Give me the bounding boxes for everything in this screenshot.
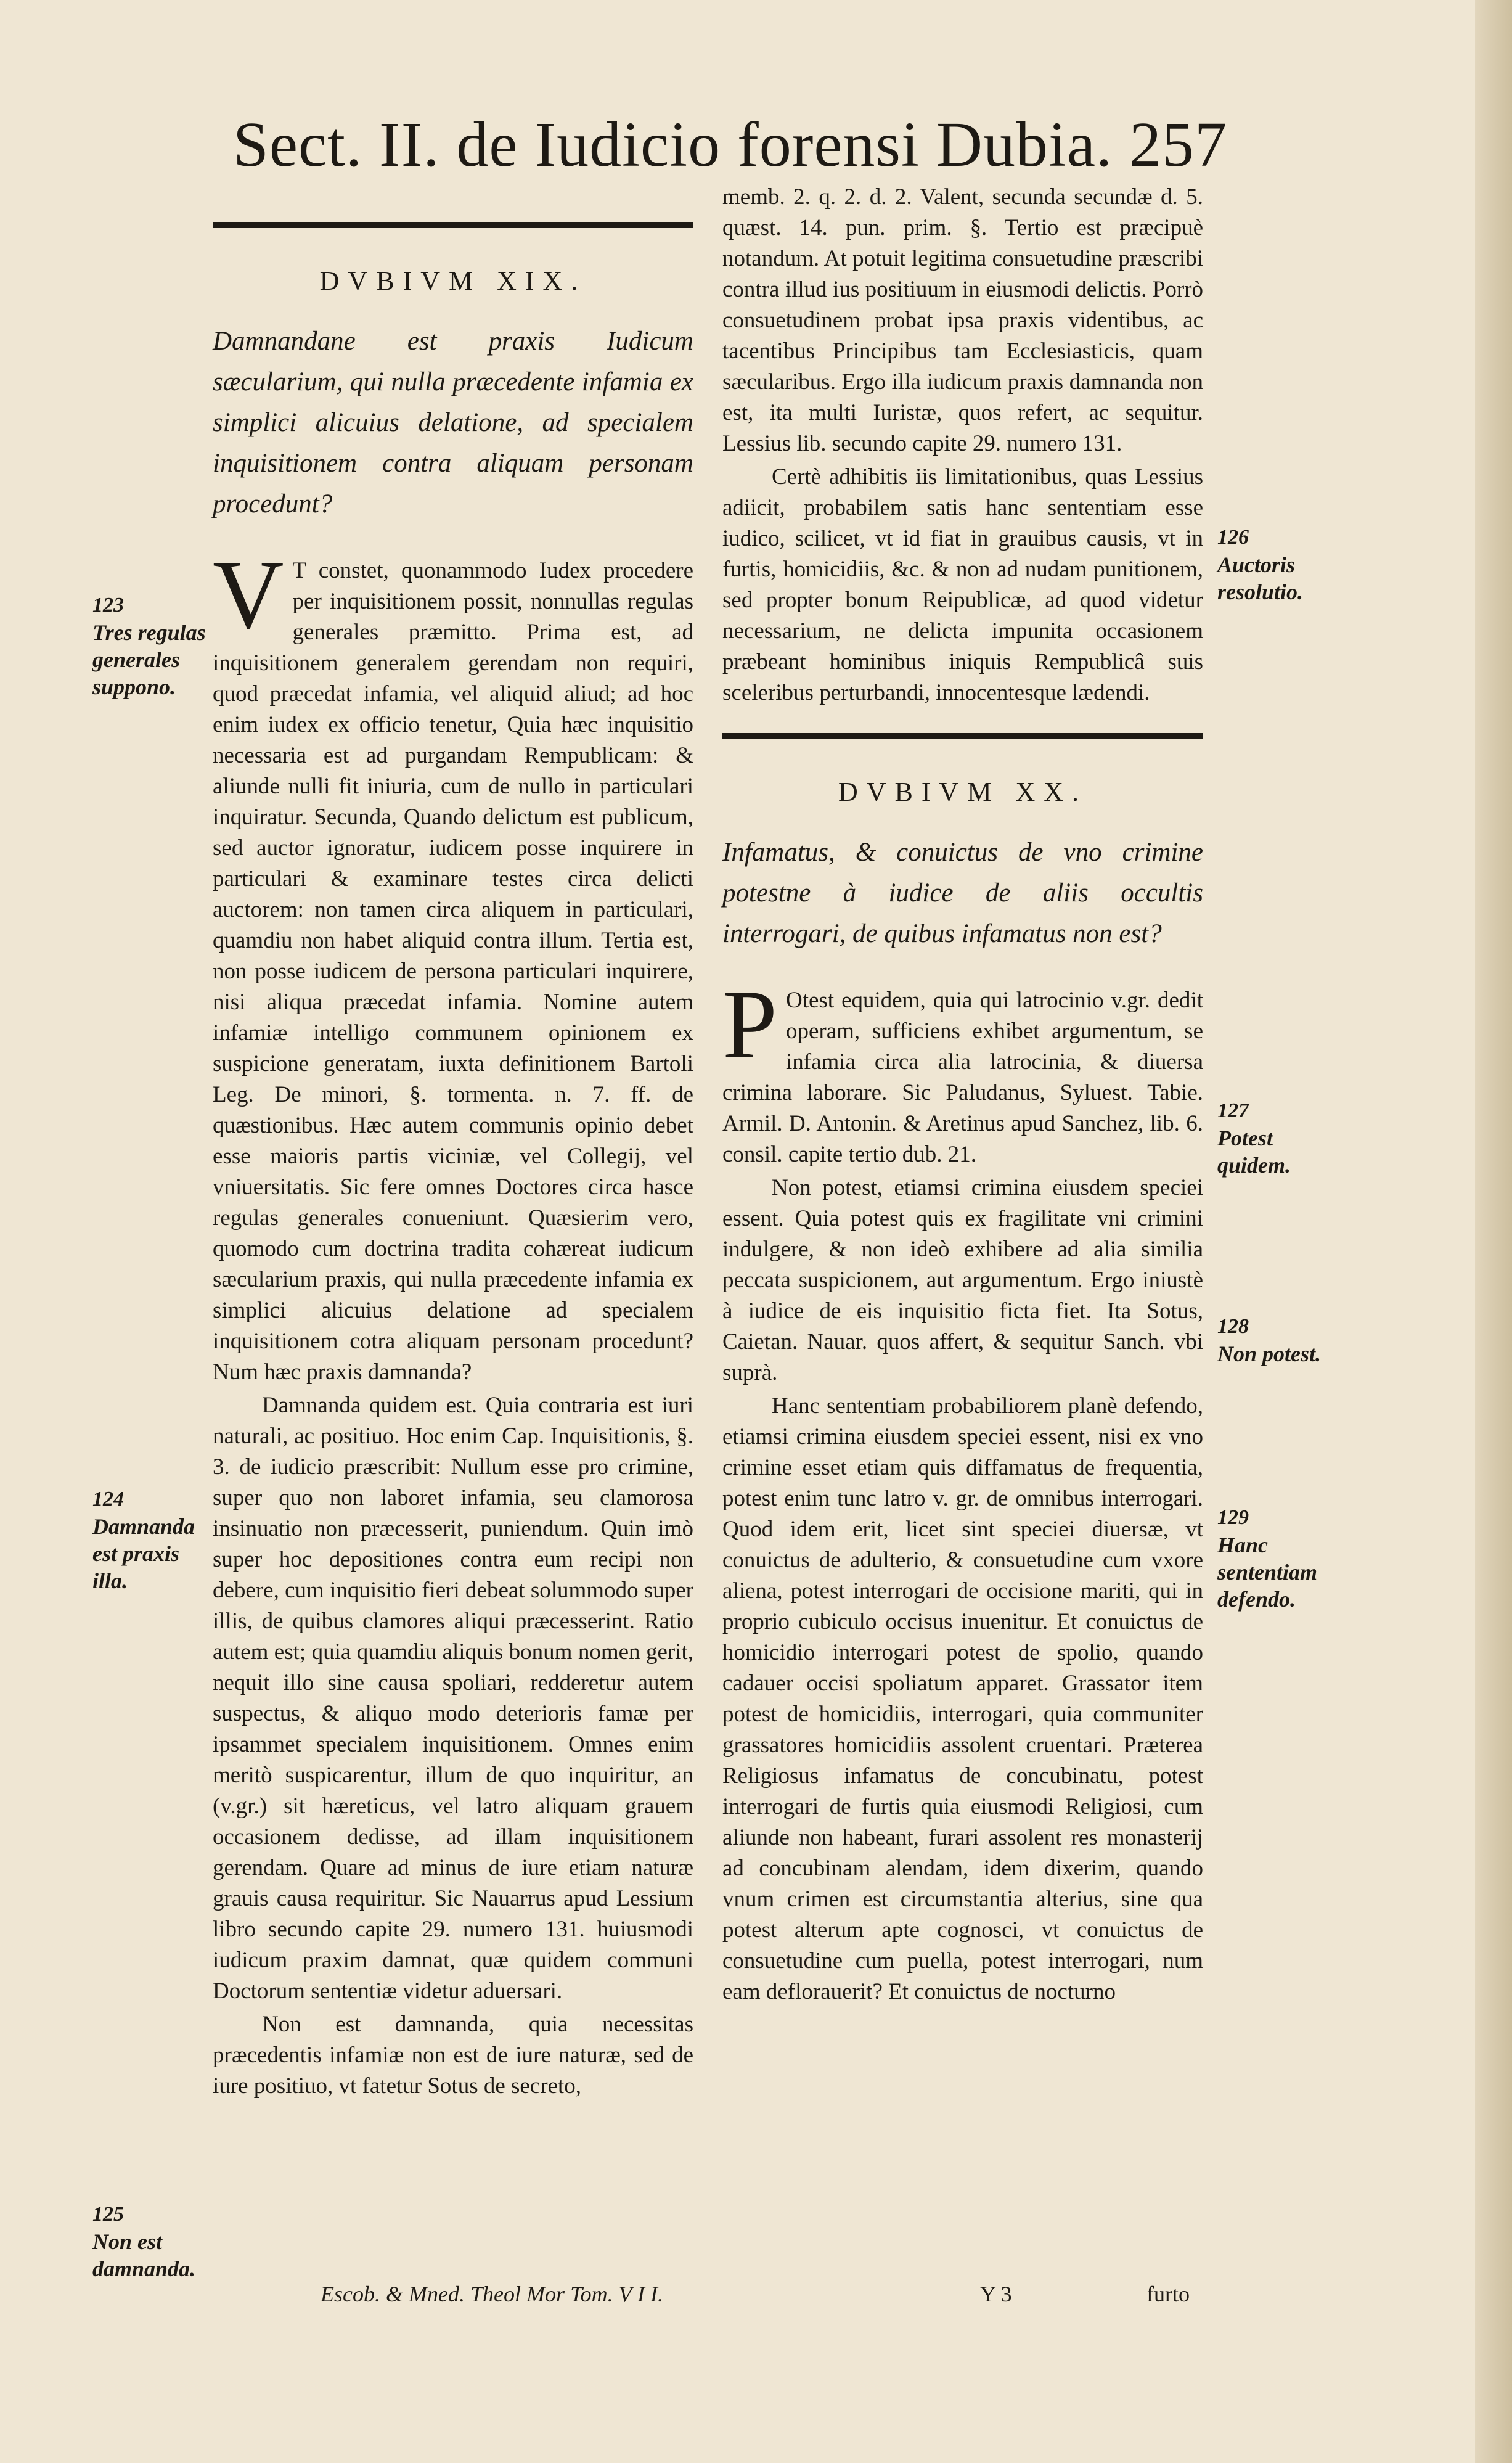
dubium-20-question: Infamatus, & conuictus de vno crimine potestne à iudice de aliis occultis interrogari, de quibus infamatus non est? xyxy=(722,838,1203,948)
margin-note-127 xyxy=(1217,1097,1334,1179)
margin-note-125-number: 125 xyxy=(92,2203,124,2226)
right-column xyxy=(722,182,1203,2010)
margin-note-126 xyxy=(1217,524,1334,605)
running-head-title: Sect. II. de Iudicio forensi Dubia. xyxy=(233,109,1113,180)
margin-note-123-text: Tres regulas generales suppono. xyxy=(92,620,206,699)
footer-left: Escob. & Mned. Theol Mor Tom. V I I. xyxy=(321,2282,663,2306)
running-head xyxy=(233,105,1228,185)
certe-para: Certè adhibitis iis limitationibus, quas Lessius adiicit, probabilem satis hanc sententiam esse iudico, scilicet, vt id fiat in grauibus causis, vt in furtis, homicidiis, &c. & non ad nudam punitionem, sed propter bonum Reipublicæ, ad quod videtur necessarium, ne delicta impunita occasionem præbeant hominibus iniquis Rempublicâ suis sceleribus perturbandi, innocentesque lædendi. xyxy=(722,464,1203,705)
margin-note-128-text: Non potest. xyxy=(1217,1342,1322,1366)
page-edge xyxy=(1475,0,1512,2463)
margin-note-124-text: Damnanda est praxis illa. xyxy=(92,1514,195,1593)
margin-note-126-text: Auctoris resolutio. xyxy=(1217,552,1304,604)
margin-note-123 xyxy=(92,592,210,700)
dubium-19-title: DVBIVM XIX. xyxy=(319,266,587,296)
dubium-19-para-1 xyxy=(213,539,693,1388)
margin-note-127-number: 127 xyxy=(1217,1099,1249,1122)
margin-note-129-text: Hanc sententiam defendo. xyxy=(1217,1533,1318,1612)
margin-note-125-text: Non est damnanda. xyxy=(92,2229,196,2281)
margin-note-124 xyxy=(92,1486,210,1594)
dubium-19-para-2: Damnanda quidem est. Quia contraria est iuri naturali, ac positiuo. Hoc enim Cap. Inquisitionis, §. 3. de iudicio præscribit: Nullum esse pro crimine, super quo non laboret infamia, seu clamorosa insinuatio non præcesserit, puniendum. Quin imò super hoc depositiones contra eum recipi non debere, cum inquisitio fieri debeat solummodo super illis, de quibus clamores aliqui præcesserint. Ratio autem est; quia quamdiu aliquis bonum nomen gerit, nequit illo sine causa spoliari, redderetur autem suspectus, & aliquo modo deterioris famæ per ipsammet specialem inquisitionem. Omnes enim meritò suspicarentur, illum de quo inquiritur, an (v.gr.) sit hæreticus, vel latro aliquam grauem occasionem dedisse, ad illam inquisitionem gerendam. Quare ad minus de iure etiam naturæ grauis causa requiritur. Sic Nauarrus apud Lessium libro secundo capite 29. numero 131. huiusmodi iudicum praxim damnat, quæ quidem communi Doctorum sententiæ videtur aduersari. xyxy=(213,1393,693,2004)
margin-note-125 xyxy=(92,2201,210,2282)
dubium-20-para-2: Non potest, etiamsi crimina eiusdem speciei essent. Quia potest quis ex fragilitate vni crimini indulgere, & non ideò exhibere ad alia similia peccata suspicionem, aut argumentum. Ergo iniustè à iudice de eis inquisitio ficta fiet. Ita Sotus, Caietan. Nauar. quos affert, & sequitur Sanch. vbi suprà. xyxy=(722,1175,1203,1385)
margin-note-127-text: Potest quidem. xyxy=(1217,1126,1291,1178)
signature-mark: Y 3 xyxy=(980,2282,1012,2306)
dubium-19-para-1-text: T constet, quonammodo Iudex procedere per inquisitionem possit, nonnullas regulas generales præmitto. Prima est, ad inquisitionem generalem gerendam non requiri, quod præcedat infamia, vel aliquid aliud; ad hoc enim iudex ex officio tenetur, Quia hæc inquisitio necessaria est ad purgandam Rempublicam: & aliunde nulli fit iniuria, cum de nullo in particulari inquiratur. Secunda, Quando delictum est publicum, sed auctor ignoratur, iudicem posse inquirere in particulari & examinare testes circa delicti auctorem: non tamen circa aliquem in particulari, quamdiu non habet aliquid contra illum. Tertia est, non posse iudicem de persona particulari inquirere, nisi aliqua præcedat infamia. Nomine autem infamiæ intelligo communem opinionem ex suspicione generatam, iuxta definitionem Bartoli Leg. De minori, §. tormenta. n. 7. ff. de quæstionibus. Hæc autem communis opinio debet esse maioris partis viciniæ, vel Collegij, vel vniuersitatis. Sic fere omnes Doctores circa hasce regulas generales conueniunt. Quæsierim vero, quomodo cum doctrina tradita cohæreat iudicum sæcularium praxis, qui nulla præcedente infamia ex simplici alicuius delatione ad specialem inquisitionem cotra aliquam personam procedunt? Num hæc praxis damnanda? xyxy=(213,558,693,1385)
margin-note-123-number: 123 xyxy=(92,594,124,617)
margin-note-124-number: 124 xyxy=(92,1488,124,1510)
dropcap-v: V xyxy=(213,539,284,649)
dubium-19-para-3: Non est damnanda, quia necessitas præcedentis infamiæ non est de iure naturæ, sed de iure positiuo, vt fatetur Sotus de secreto, xyxy=(213,2012,693,2099)
section-rule xyxy=(722,733,1203,739)
dropcap-p: P xyxy=(722,969,777,1079)
catchword: furto xyxy=(1146,2282,1190,2306)
dubium-20-title: DVBIVM XX. xyxy=(838,777,1087,807)
left-column xyxy=(213,222,693,2104)
dubium-20-para-3: Hanc sententiam probabiliorem planè defendo, etiamsi crimina eiusdem speciei essent, nisi ex vno crimine esset etiam quis diffamatus de frequentia, potest enim tunc latro v. gr. de omnibus interrogari. Quod idem erit, licet sint speciei diuersæ, vt conuictus de adulterio, & consuetudine cum vxore aliena, potest interrogari de occisione mariti, qui in proprio cubiculo occisus inuenitur. Et conuictus de homicidio interrogari potest de spolio, quando cadauer occisi spoliatum apparet. Grassator item potest de homicidiis, interrogari, quia communiter grassatores homicidiis assolent cruentari. Præterea Religiosus infamatus de concubinatu, potest interrogari de furtis quia eiusmodi Religiosi, cum aliunde non habeant, furari assolent res monasterij ad concubinam alendam, idem dixerim, quando vnum crimen est circumstantia alterius, sine qua potest alterum apte cognosci, vt conuictus de consuetudine cum puella, potest interrogari, num eam deflorauerit? Et conuictus de nocturno xyxy=(722,1393,1203,2004)
dubium-20-para-1-text: Otest equidem, quia qui latrocinio v.gr. dedit operam, sufficiens exhibet argumentum, se infamia circa alia latrocinia, & diuersa crimina laborare. Sic Paludanus, Syluest. Tabie. Armil. D. Antonin. & Aretinus apud Sanchez, lib. 6. consil. capite tertio dub. 21. xyxy=(722,988,1203,1167)
dubium-19-question: Damnandane est praxis Iudicum sæcularium, qui nulla præcedente infamia ex simplici alicuius delatione, ad specialem inquisitionem contra aliquam personam procedunt? xyxy=(213,327,693,518)
page-number: 257 xyxy=(1129,109,1228,180)
margin-note-129-number: 129 xyxy=(1217,1506,1249,1529)
continuation-para: memb. 2. q. 2. d. 2. Valent, secunda secundæ d. 5. quæst. 14. pun. prim. §. Tertio est præcipuè notandum. At potuit legitima consuetudine præscribi contra illud ius positiuum in eiusmodi delictis. Porrò consuetudinem probat ipsa praxis videntibus, ac tacentibus Principibus tam Ecclesiasticis, quam sæcularibus. Ergo illa iudicum praxis damnanda non est, ita multi Iuristæ, quos refert, ac sequitur. Lessius lib. secundo capite 29. numero 131. xyxy=(722,184,1203,456)
margin-note-129 xyxy=(1217,1504,1334,1613)
margin-note-128 xyxy=(1217,1313,1334,1367)
header-rule xyxy=(213,222,693,228)
margin-note-126-number: 126 xyxy=(1217,526,1249,549)
dubium-20-para-1 xyxy=(722,969,1203,1170)
margin-note-128-number: 128 xyxy=(1217,1315,1249,1338)
